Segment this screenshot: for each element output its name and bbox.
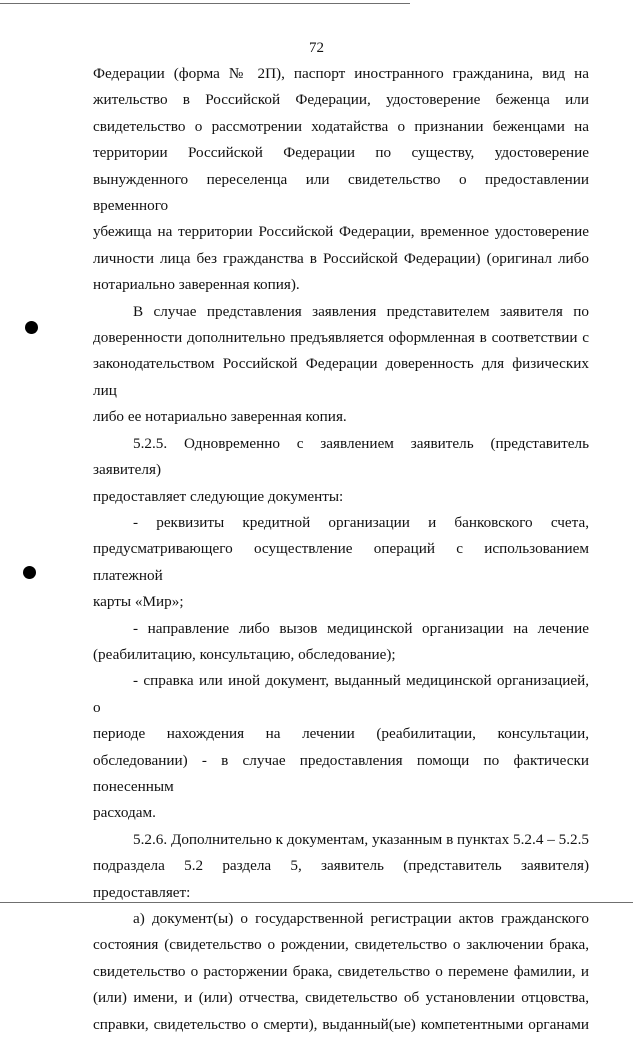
- text-line: карты «Мир»;: [93, 593, 184, 611]
- text-line: расходам.: [93, 804, 156, 822]
- text-line: Федерации (форма № 2П), паспорт иностранного гражданина, вид на: [93, 65, 589, 82]
- text-line: нотариально заверенная копия).: [93, 276, 300, 294]
- text-line: свидетельство о расторжении брака, свидетельство о перемене фамилии, и: [93, 962, 589, 980]
- text-line: доверенности дополнительно предъявляется оформленная в соответствии с: [93, 329, 589, 347]
- text-line: личности лица без гражданства в Российской Федерации) (оригинал либо: [93, 249, 589, 267]
- paragraph-start-line: а) документ(ы) о государственной регистрации актов гражданского: [133, 910, 589, 927]
- text-line: территории Российской Федерации по существу, удостоверение: [93, 144, 589, 162]
- paragraph-start-line: В случае представления заявления представителем заявителя по: [133, 302, 589, 320]
- document-body: [93, 61, 589, 1038]
- text-line: вынужденного переселенца или свидетельство о предоставлении временного: [93, 170, 589, 215]
- list-item-line: - справка или иной документ, выданный медицинской организацией, о: [93, 672, 589, 716]
- text-line: справки, свидетельство о смерти), выданный(ые) компетентными органами: [93, 1015, 589, 1033]
- text-line: (или) имени, и (или) отчества, свидетельство об установлении отцовства,: [93, 989, 589, 1007]
- text-line: предоставляет следующие документы:: [93, 487, 344, 505]
- text-line: (реабилитацию, консультацию, обследование);: [93, 645, 396, 663]
- text-line: свидетельство о рассмотрении ходатайства о признании беженцами на: [93, 117, 589, 135]
- text-line: предусматривающего осуществление операций с использованием платежной: [93, 540, 589, 584]
- punch-hole-marker: [25, 321, 38, 334]
- text-line: периоде нахождения на лечении (реабилитации, консультации,: [93, 725, 589, 743]
- text-line: убежища на территории Российской Федерации, временное удостоверение: [93, 223, 589, 241]
- paragraph-start-line: 5.2.6. Дополнительно к документам, указанным в пунктах 5.2.4 – 5.2.5: [133, 830, 589, 848]
- page-number: 72: [309, 40, 324, 56]
- text-line: жительство в Российской Федерации, удостоверение беженца или: [93, 91, 589, 109]
- paragraph-start-line: 5.2.5. Одновременно с заявлением заявитель (представитель заявителя): [93, 434, 589, 479]
- scan-edge-top: [0, 3, 410, 4]
- scan-edge-bottom: [0, 902, 633, 903]
- text-line: обследовании) - в случае предоставления помощи по фактически понесенным: [93, 751, 589, 795]
- list-item-line: - реквизиты кредитной организации и банковского счета,: [133, 513, 589, 531]
- text-line: состояния (свидетельство о рождении, свидетельство о заключении брака,: [93, 936, 589, 954]
- punch-hole-marker: [23, 566, 36, 579]
- text-line: законодательством Российской Федерации доверенность для физических лиц: [93, 355, 589, 399]
- text-line: либо ее нотариально заверенная копия.: [93, 408, 347, 426]
- text-line: подраздела 5.2 раздела 5, заявитель (представитель заявителя) предоставляет:: [93, 857, 589, 901]
- list-item-line: - направление либо вызов медицинской организации на лечение: [133, 619, 589, 637]
